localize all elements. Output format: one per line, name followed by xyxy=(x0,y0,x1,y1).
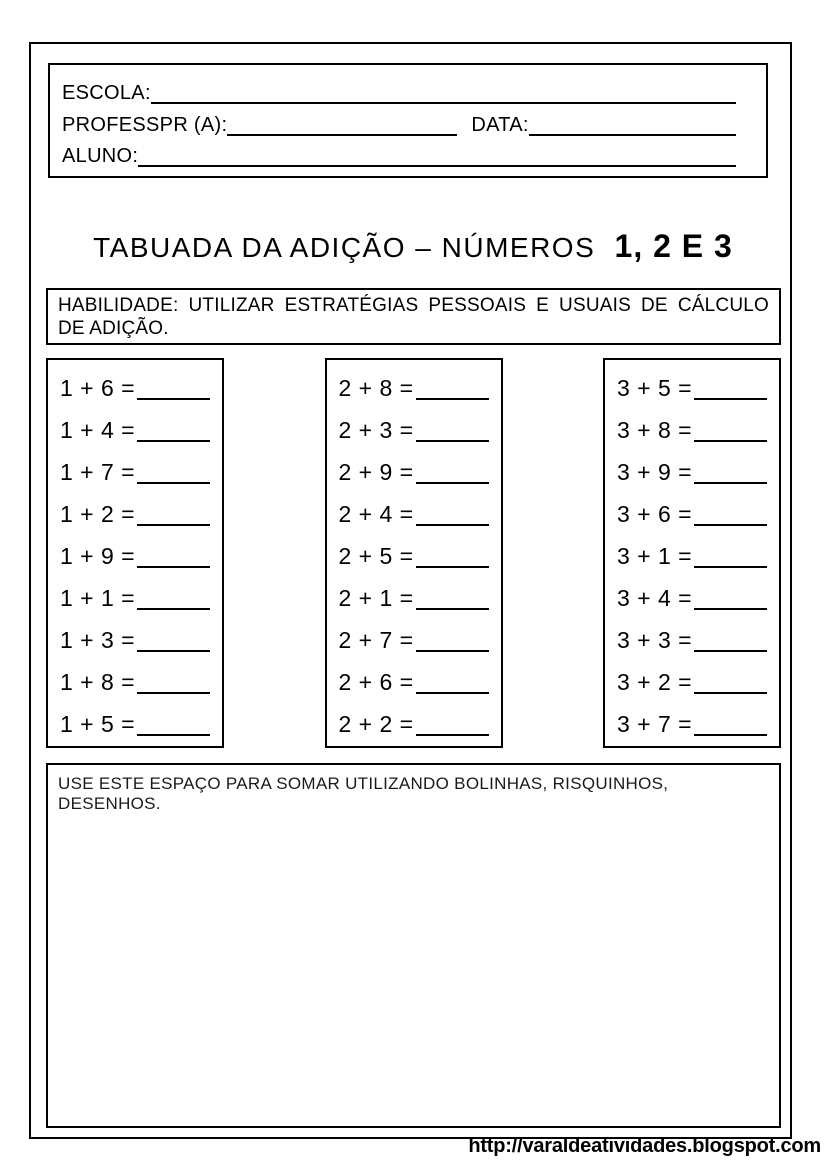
worksheet-title xyxy=(0,228,826,265)
worksheet-title-text: TABUADA DA ADIÇÃO – NÚMEROS xyxy=(93,232,596,263)
addition-problem-row xyxy=(60,409,222,451)
exercise-column-plus-1 xyxy=(46,358,224,748)
equation-text: 2 + 5 = xyxy=(338,542,414,569)
identification-box xyxy=(48,63,768,178)
addition-problem-row xyxy=(617,577,779,619)
equation-text: 1 + 9 = xyxy=(60,542,136,569)
answer-blank-line xyxy=(416,428,489,442)
equation-text: 2 + 1 = xyxy=(338,584,414,611)
exercise-column-plus-2 xyxy=(325,358,503,748)
answer-blank-line xyxy=(694,428,767,442)
equation-text: 1 + 3 = xyxy=(60,626,136,653)
addition-problem-row xyxy=(60,619,222,661)
equation-text: 3 + 7 = xyxy=(617,710,693,737)
answer-blank-line xyxy=(694,638,767,652)
workspace-instruction: USE ESTE ESPAÇO PARA SOMAR UTILIZANDO BOLINHAS, RISQUINHOS, DESENHOS. xyxy=(58,774,669,813)
addition-problem-row xyxy=(60,535,222,577)
answer-blank-line xyxy=(694,470,767,484)
addition-problem-row xyxy=(339,619,501,661)
answer-blank-line xyxy=(137,386,210,400)
answer-blank-line xyxy=(416,512,489,526)
school-field-row xyxy=(62,74,736,105)
answer-blank-line xyxy=(694,680,767,694)
equation-text: 1 + 6 = xyxy=(60,374,136,401)
answer-blank-line xyxy=(137,722,210,736)
answer-blank-line xyxy=(416,722,489,736)
addition-problem-row xyxy=(339,703,501,745)
addition-problem-row xyxy=(617,451,779,493)
addition-problem-row xyxy=(339,409,501,451)
addition-problem-row xyxy=(617,367,779,409)
addition-problem-row xyxy=(339,535,501,577)
school-label: ESCOLA: xyxy=(62,82,151,104)
answer-blank-line xyxy=(416,638,489,652)
answer-blank-line xyxy=(137,638,210,652)
answer-blank-line xyxy=(137,512,210,526)
date-blank-line xyxy=(529,134,736,136)
teacher-label: PROFESSPR (A): xyxy=(62,113,228,136)
equation-text: 3 + 3 = xyxy=(617,626,693,653)
answer-blank-line xyxy=(137,680,210,694)
equation-text: 2 + 9 = xyxy=(338,458,414,485)
date-label: DATA: xyxy=(471,113,529,136)
equation-text: 1 + 2 = xyxy=(60,500,136,527)
addition-problem-row xyxy=(617,493,779,535)
teacher-blank-line xyxy=(227,134,457,136)
answer-blank-line xyxy=(694,386,767,400)
answer-blank-line xyxy=(137,596,210,610)
workspace-box xyxy=(46,763,781,1128)
equation-text: 1 + 5 = xyxy=(60,710,136,737)
answer-blank-line xyxy=(416,386,489,400)
teacher-date-field-row xyxy=(62,106,736,137)
addition-problem-row xyxy=(617,703,779,745)
equation-text: 3 + 6 = xyxy=(617,500,693,527)
worksheet-title-numbers: 1, 2 E 3 xyxy=(614,228,733,264)
addition-problem-row xyxy=(339,493,501,535)
answer-blank-line xyxy=(694,554,767,568)
addition-problem-row xyxy=(339,577,501,619)
school-blank-line xyxy=(151,102,736,104)
equation-text: 2 + 2 = xyxy=(338,710,414,737)
answer-blank-line xyxy=(137,554,210,568)
skill-text: HABILIDADE: UTILIZAR ESTRATÉGIAS PESSOAIS E USUAIS DE CÁLCULO DE ADIÇÃO. xyxy=(58,295,769,339)
exercise-column-plus-3 xyxy=(603,358,781,748)
equation-text: 3 + 8 = xyxy=(617,416,693,443)
equation-text: 3 + 5 = xyxy=(617,374,693,401)
equation-text: 2 + 6 = xyxy=(338,668,414,695)
addition-problem-row xyxy=(339,661,501,703)
addition-problem-row xyxy=(60,493,222,535)
equation-text: 3 + 1 = xyxy=(617,542,693,569)
answer-blank-line xyxy=(137,428,210,442)
answer-blank-line xyxy=(694,512,767,526)
equation-text: 3 + 4 = xyxy=(617,584,693,611)
student-field-row xyxy=(62,137,736,168)
answer-blank-line xyxy=(694,722,767,736)
equation-text: 1 + 8 = xyxy=(60,668,136,695)
addition-problem-row xyxy=(617,409,779,451)
equation-text: 2 + 4 = xyxy=(338,500,414,527)
answer-blank-line xyxy=(137,470,210,484)
footer-url: http://varaldeatividades.blogspot.com xyxy=(468,1135,821,1157)
addition-problem-row xyxy=(60,703,222,745)
student-label: ALUNO: xyxy=(62,145,139,167)
equation-text: 1 + 7 = xyxy=(60,458,136,485)
addition-problem-row xyxy=(60,577,222,619)
addition-problem-row xyxy=(60,661,222,703)
equation-text: 2 + 8 = xyxy=(338,374,414,401)
addition-problem-row xyxy=(617,619,779,661)
equation-text: 1 + 1 = xyxy=(60,584,136,611)
exercise-columns xyxy=(46,358,781,748)
answer-blank-line xyxy=(416,470,489,484)
answer-blank-line xyxy=(416,554,489,568)
answer-blank-line xyxy=(694,596,767,610)
addition-problem-row xyxy=(617,535,779,577)
equation-text: 2 + 7 = xyxy=(338,626,414,653)
student-blank-line xyxy=(138,165,736,167)
answer-blank-line xyxy=(416,596,489,610)
equation-text: 3 + 9 = xyxy=(617,458,693,485)
addition-problem-row xyxy=(60,451,222,493)
equation-text: 1 + 4 = xyxy=(60,416,136,443)
addition-problem-row xyxy=(339,451,501,493)
addition-problem-row xyxy=(60,367,222,409)
answer-blank-line xyxy=(416,680,489,694)
skill-box xyxy=(46,288,781,345)
equation-text: 3 + 2 = xyxy=(617,668,693,695)
addition-problem-row xyxy=(339,367,501,409)
addition-problem-row xyxy=(617,661,779,703)
equation-text: 2 + 3 = xyxy=(338,416,414,443)
